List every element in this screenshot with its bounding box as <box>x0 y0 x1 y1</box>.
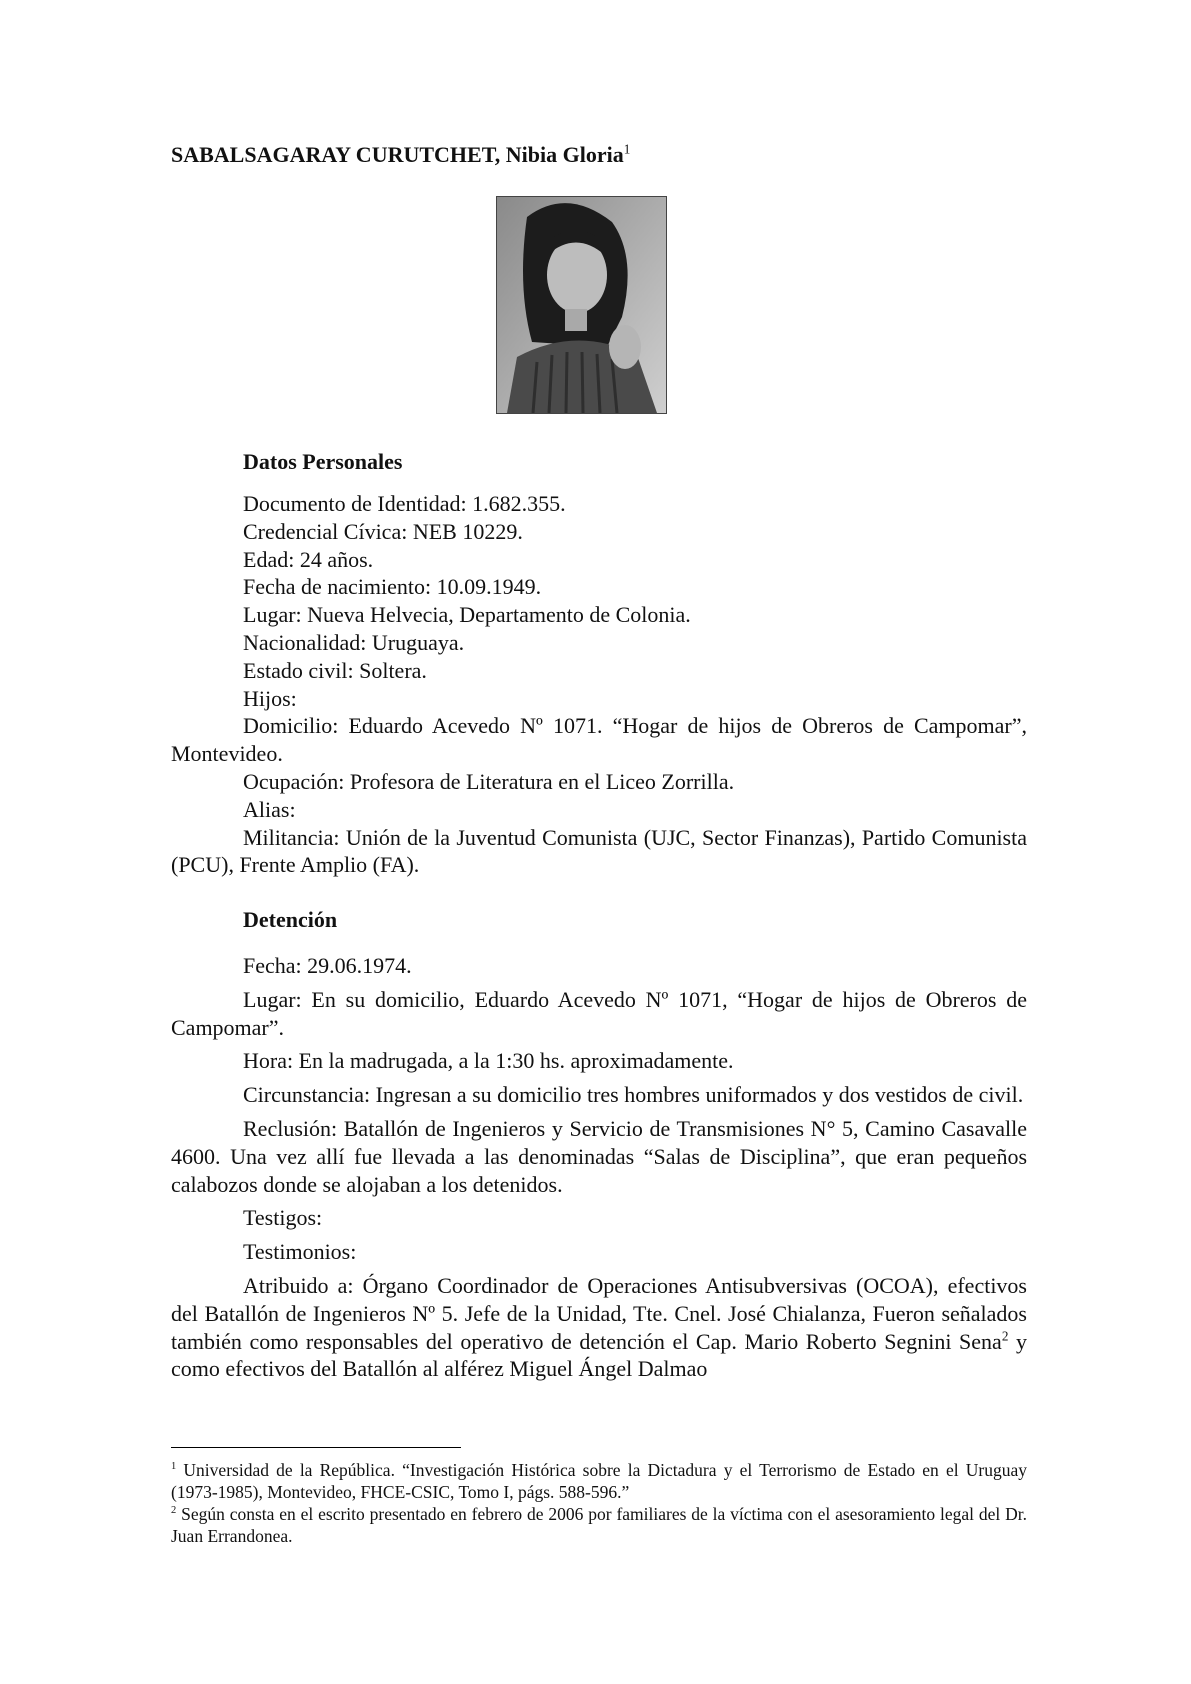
detention-date: Fecha: 29.06.1974. <box>243 953 412 978</box>
section-heading-detention: Detención <box>243 907 338 932</box>
footnotes <box>171 1459 1027 1547</box>
personal-children: Hijos: <box>243 685 297 711</box>
footnote-ref-1[interactable]: 1 <box>623 141 631 157</box>
footnote-ref-2[interactable]: 2 <box>1001 1328 1009 1344</box>
personal-civic-credential: Credencial Cívica: NEB 10229. <box>243 518 523 544</box>
footnote-2 <box>171 1503 1027 1547</box>
detention-circumstance: Circunstancia: Ingresan a su domicilio tres hombres uniformados y dos vestidos de civil. <box>243 1082 1024 1108</box>
personal-birth-date: Fecha de nacimiento: 10.09.1949. <box>243 574 542 600</box>
detention-time: Hora: En la madrugada, a la 1:30 hs. aproximadamente. <box>243 1048 734 1074</box>
personal-militancy: Militancia: Unión de la Juventud Comunista (UJC, Sector Finanzas), Partido Comunista (PCU), Frente Amplio (FA). <box>171 824 1027 878</box>
detention-witnesses: Testigos: <box>243 1205 323 1231</box>
detention-testimonies: Testimonios: <box>243 1239 357 1265</box>
personal-id-document: Documento de Identidad: 1.682.355. <box>243 491 566 516</box>
portrait-photo <box>496 196 667 414</box>
personal-data-block <box>171 490 1027 879</box>
footnote-1-text: Universidad de la República. “Investigación Histórica sobre la Dictadura y el Terrorismo de Estado en el Uruguay (1973-1985), Montevideo, FHCE-CSIC, Tomo I, págs. 588-596.” <box>171 1460 1027 1502</box>
personal-alias: Alias: <box>243 796 296 822</box>
detention-attributed <box>171 1272 1027 1383</box>
detention-attributed-text-cont: y como efectivos del Batallón al alférez Miguel Ángel Dalmao <box>171 1328 1028 1382</box>
footnote-1 <box>171 1459 1027 1503</box>
personal-birth-place: Lugar: Nueva Helvecia, Departamento de Colonia. <box>243 602 691 628</box>
person-name: SABALSAGARAY CURUTCHET, Nibia Gloria <box>171 142 624 167</box>
detention-reclusion: Reclusión: Batallón de Ingenieros y Servicio de Transmisiones N° 5, Camino Casavalle 4600. Una vez allí fue llevada a las denominadas “Salas de Disciplina”, que eran pequeños calabozos donde se alojaban a los detenidos. <box>171 1115 1027 1197</box>
personal-civil-status: Estado civil: Soltera. <box>243 657 427 683</box>
detention-attributed-text: Atribuido a: Órgano Coordinador de Operaciones Antisubversivas (OCOA), efectivos del Batallón de Ingenieros Nº 5. Jefe de la Unidad, Tte. Cnel. José Chialanza, Fueron señalados también como responsables del operativo de detención el Cap. Mario Roberto Segnini Sena <box>171 1272 1027 1354</box>
personal-age: Edad: 24 años. <box>243 546 374 572</box>
personal-occupation: Ocupación: Profesora de Literatura en el Liceo Zorrilla. <box>243 768 735 794</box>
personal-address: Domicilio: Eduardo Acevedo Nº 1071. “Hogar de hijos de Obreros de Campomar”, Montevideo. <box>171 713 1027 767</box>
footnote-divider <box>171 1447 461 1448</box>
footnote-2-marker: 2 <box>171 1505 177 1517</box>
personal-nationality: Nacionalidad: Uruguaya. <box>243 629 465 655</box>
footnote-2-text: Según consta en el escrito presentado en febrero de 2006 por familiares de la víctima con el asesoramiento legal del Dr. Juan Errandonea. <box>171 1504 1027 1546</box>
portrait-photo-illustration <box>497 197 666 413</box>
section-heading-personal: Datos Personales <box>243 449 403 474</box>
footnote-1-marker: 1 <box>171 1461 177 1473</box>
document-title <box>171 142 630 168</box>
detention-data-block <box>171 952 1027 1389</box>
detention-place: Lugar: En su domicilio, Eduardo Acevedo Nº 1071, “Hogar de hijos de Obreros de Campomar”. <box>171 986 1027 1040</box>
